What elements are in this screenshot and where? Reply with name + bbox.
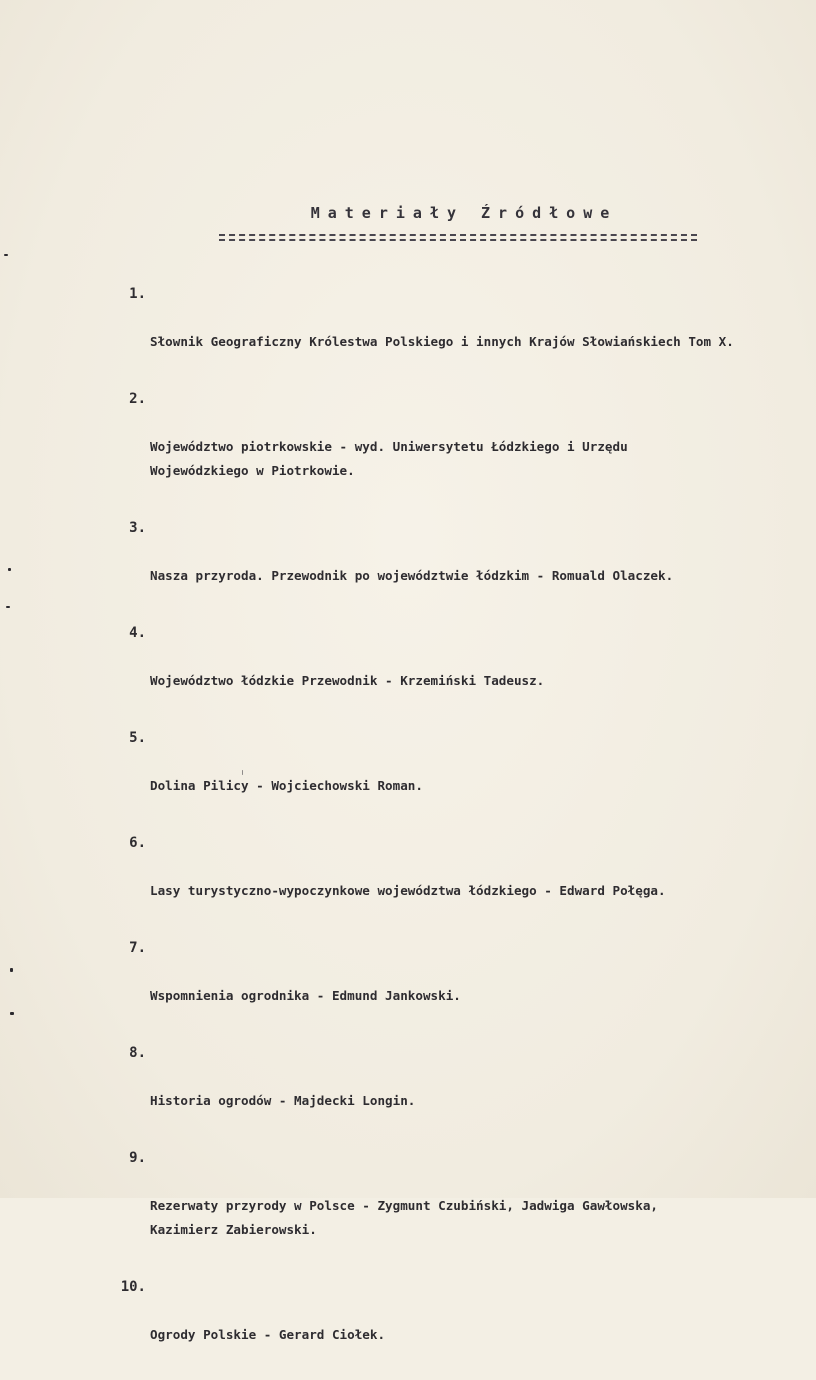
item-text: Województwo piotrkowskie - wyd. Uniwersytetu Łódzkiego i Urzędu Wojewódzkiego w Piotrkowie. [150, 439, 628, 478]
margin-mark [10, 968, 13, 972]
item-number: 7. [129, 940, 146, 956]
item-text: Ogrody Polskie - Gerard Ciołek. [150, 1327, 386, 1342]
item-number: 10. [120, 1279, 146, 1295]
item-number: 1. [129, 286, 146, 302]
item-text: Wspomnienia ogrodnika - Edmund Jankowski. [150, 988, 461, 1003]
item-number: 4. [129, 625, 146, 641]
margin-mark [6, 606, 10, 608]
margin-mark [10, 1012, 14, 1015]
item-text: Słownik Geograficzny Królestwa Polskiego i innych Krajów Słowiańskiech Tom X. [150, 334, 734, 349]
margin-mark [4, 254, 8, 256]
list-item [108, 387, 728, 507]
item-text: Historia ogrodów - Majdecki Longin. [150, 1093, 416, 1108]
list-item [108, 831, 728, 927]
list-item [108, 516, 728, 612]
list-item [108, 726, 728, 822]
item-number: 9. [129, 1150, 146, 1166]
list-item [108, 1041, 728, 1137]
item-text: Nasza przyroda. Przewodnik po województwie łódzkim - Romuald Olaczek. [150, 568, 674, 583]
item-text: Lasy turystyczno-wypoczynkowe województwa łódzkiego - Edward Połęga. [150, 883, 666, 898]
item-number: 5. [129, 730, 146, 746]
item-number: 6. [129, 835, 146, 851]
list-item [108, 282, 734, 378]
page-title: Materiały Źródłowe [310, 204, 618, 222]
list-item [108, 1275, 728, 1371]
item-number: 3. [129, 520, 146, 536]
list-item [108, 621, 728, 717]
item-text: Województwo łódzkie Przewodnik - Krzemiński Tadeusz. [150, 673, 545, 688]
sources-list [108, 282, 734, 1380]
item-text: Rezerwaty przyrody w Polsce - Zygmunt Czubiński, Jadwiga Gawłowska, Kazimierz Zabierowski. [150, 1198, 658, 1237]
item-number: 8. [129, 1045, 146, 1061]
list-item [108, 936, 728, 1032]
margin-mark [242, 770, 243, 775]
title-underline [219, 234, 697, 241]
item-number: 2. [129, 391, 146, 407]
margin-mark [8, 568, 11, 571]
list-item [108, 1146, 728, 1266]
item-text: Dolina Pilicy - Wojciechowski Roman. [150, 778, 423, 793]
